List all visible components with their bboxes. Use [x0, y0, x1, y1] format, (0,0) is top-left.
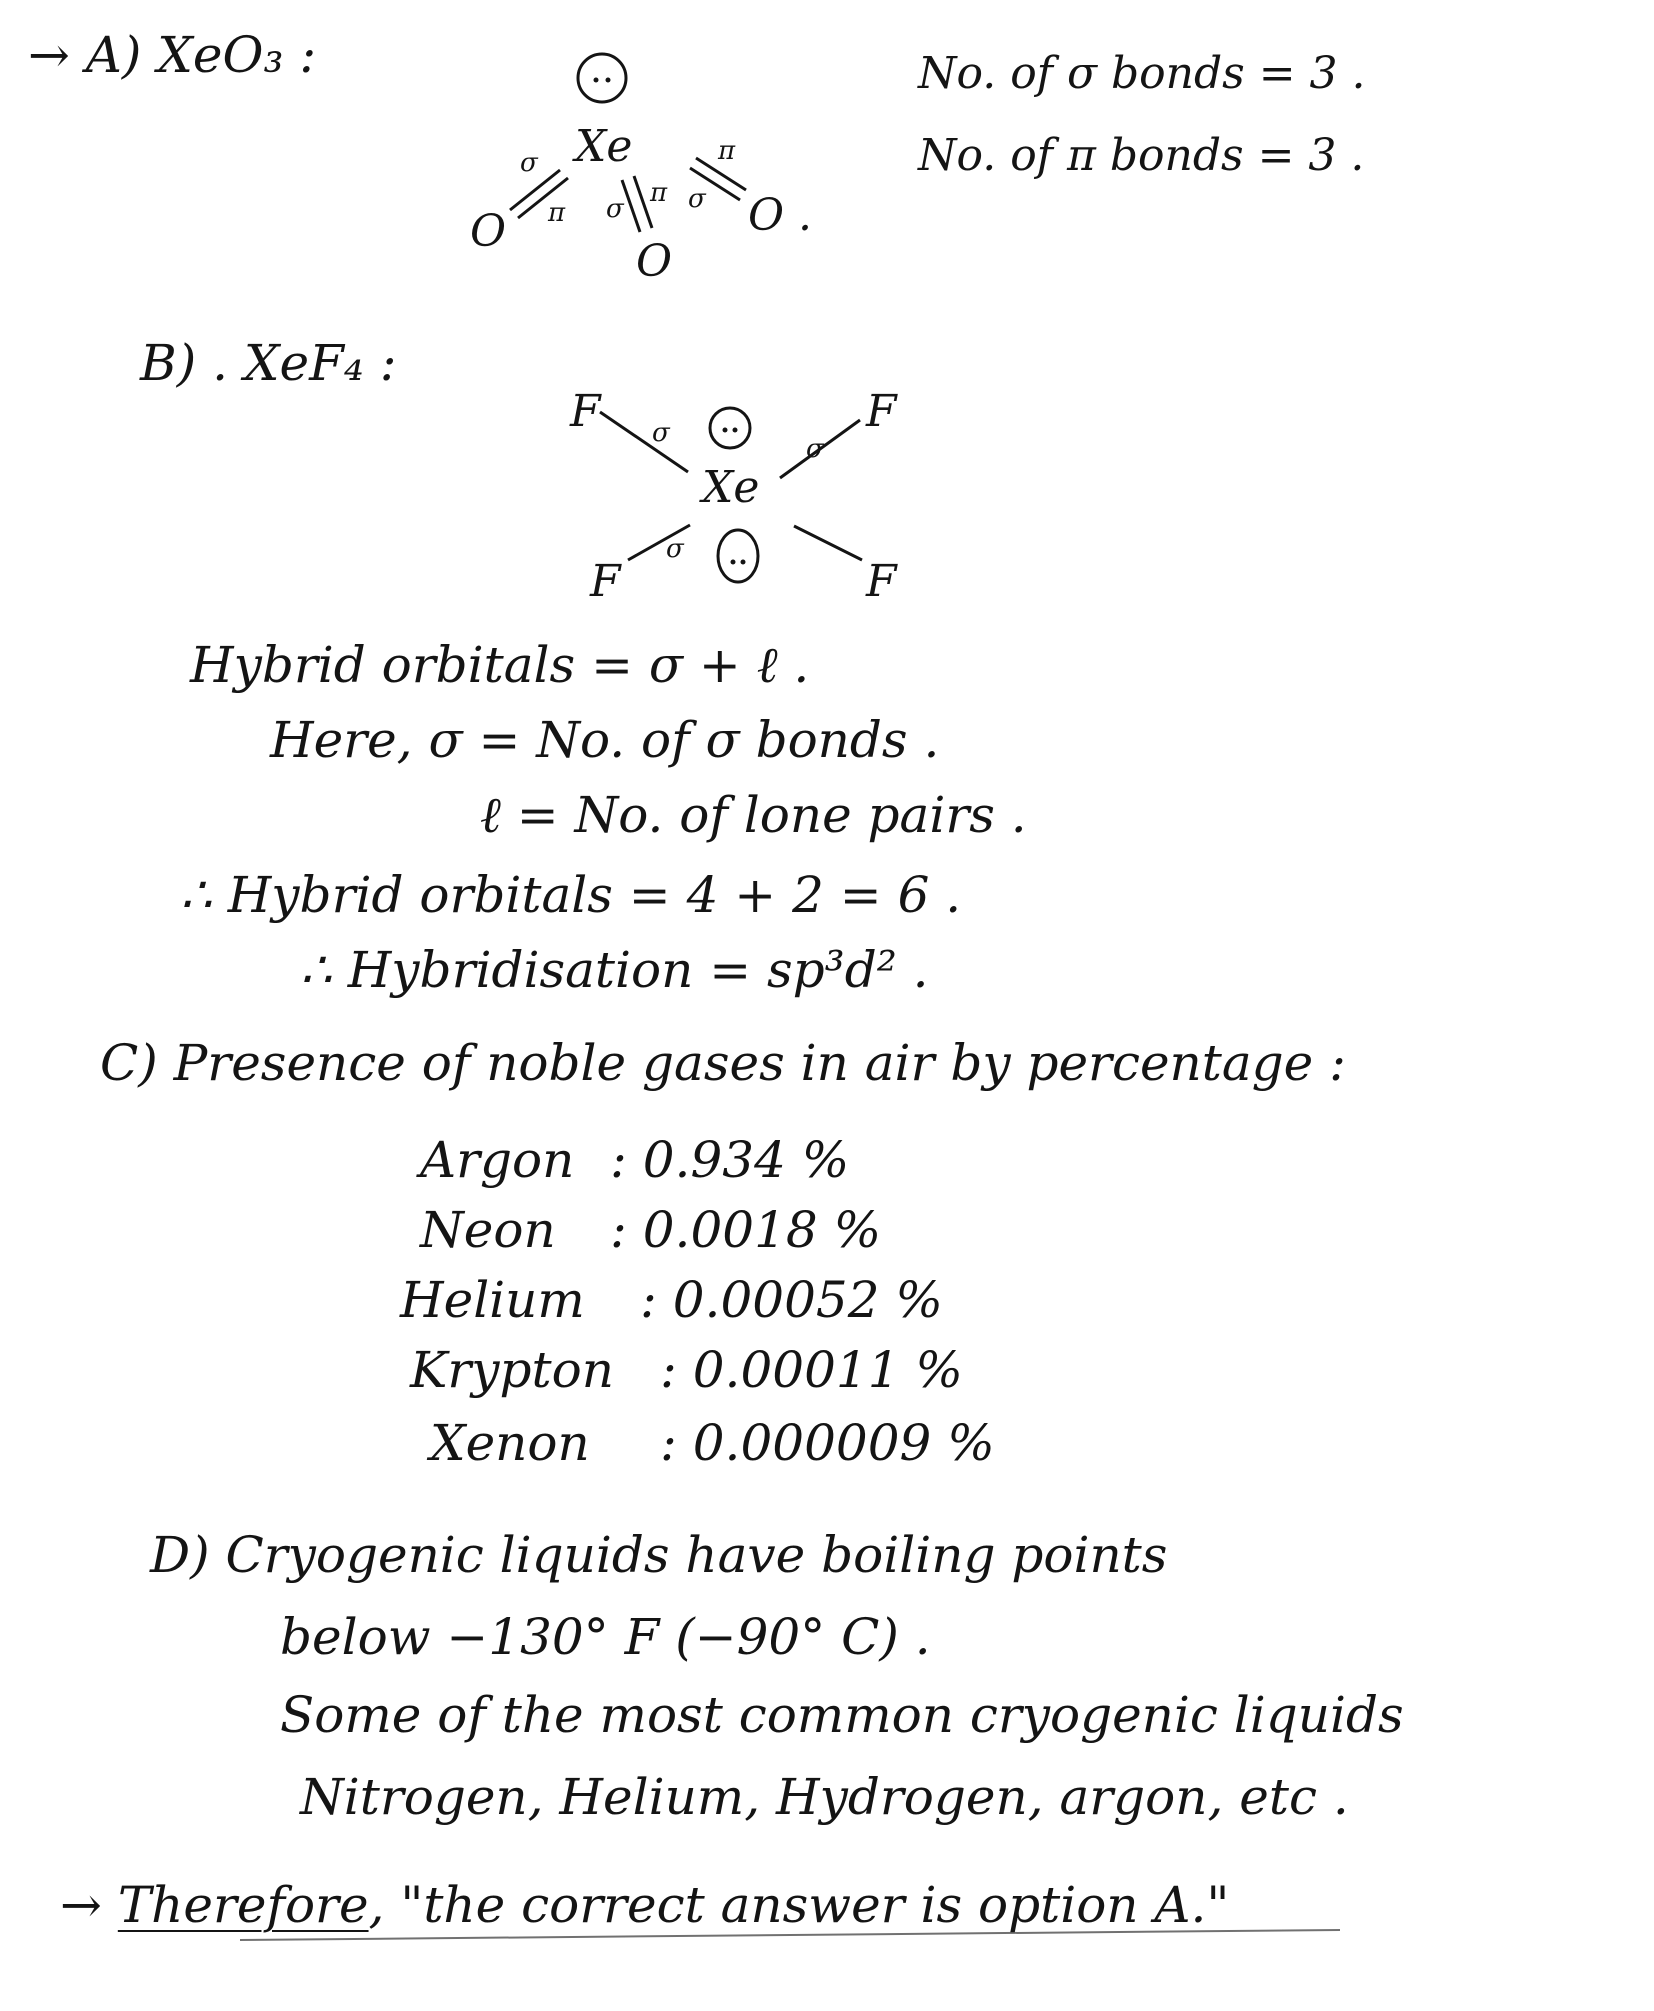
xeo3-xe-atom: Xe: [575, 121, 633, 172]
xef4-f-top-left: F: [570, 386, 601, 437]
xef4-xe-atom: Xe: [702, 462, 760, 513]
xef4-bond-bottom-right: [794, 526, 862, 560]
section-c-header: C) Presence of noble gases in air by percentage :: [100, 1034, 1346, 1092]
xef4-sigma-top-left: σ: [652, 418, 670, 448]
xef4-sigma-bottom-left: σ: [666, 534, 684, 564]
xeo3-sigma-count: No. of σ bonds = 3 .: [918, 48, 1366, 99]
xeo3-o-bottom: O: [636, 236, 673, 287]
section-a-header: → A) XeO₃ :: [28, 26, 317, 84]
here-l-definition: ℓ = No. of lone pairs .: [480, 786, 1027, 844]
xef4-f-bottom-right: F: [866, 556, 897, 607]
xef4-lone-pair-top: [710, 408, 750, 448]
xef4-bond-top-left: [600, 412, 688, 472]
gas-krypton-name: Krypton: [410, 1341, 614, 1399]
xef4-lone-pair-bottom: [718, 530, 758, 582]
gas-neon-name: Neon: [420, 1201, 556, 1259]
hybridisation-result: ∴ Hybridisation = sp³d² .: [300, 941, 929, 999]
conclusion-arrow: →: [60, 1876, 102, 1934]
gas-neon-value: : 0.0018 %: [610, 1201, 882, 1259]
here-sigma-definition: Here, σ = No. of σ bonds .: [270, 711, 940, 769]
section-b-header: B) . XeF₄ :: [140, 334, 397, 392]
conclusion-therefore: Therefore: [117, 1876, 369, 1934]
gas-xenon-name: Xenon: [430, 1414, 590, 1472]
xeo3-o-left: O: [470, 206, 507, 257]
cryogenic-line-4: Nitrogen, Helium, Hydrogen, argon, etc .: [300, 1768, 1349, 1826]
cryogenic-line-3: Some of the most common cryogenic liquids: [280, 1686, 1404, 1744]
gas-krypton-value: : 0.00011 %: [660, 1341, 963, 1399]
cryogenic-line-1: D) Cryogenic liquids have boiling points: [150, 1526, 1168, 1584]
gas-xenon-value: : 0.000009 %: [660, 1414, 995, 1472]
xeo3-pi-bottom: π: [650, 178, 668, 208]
hybrid-formula: Hybrid orbitals = σ + ℓ .: [190, 636, 810, 694]
xeo3-pi-right: π: [718, 136, 736, 166]
xef4-f-bottom-left: F: [590, 556, 621, 607]
xeo3-lone-pair: [578, 54, 626, 102]
gas-helium-name: Helium: [400, 1271, 585, 1329]
conclusion-answer: , "the correct answer is option A.": [368, 1876, 1230, 1934]
xef4-sigma-top-right: σ: [806, 434, 824, 464]
hybrid-orbitals-calc: ∴ Hybrid orbitals = 4 + 2 = 6 .: [180, 866, 962, 924]
gas-argon-value: : 0.934 %: [610, 1131, 850, 1189]
xef4-f-top-right: F: [866, 386, 897, 437]
cryogenic-line-2: below −130° F (−90° C) .: [280, 1608, 931, 1666]
gas-argon-name: Argon: [420, 1131, 575, 1189]
xeo3-sigma-bottom: σ: [606, 194, 624, 224]
xeo3-pi-left: π: [548, 198, 566, 228]
xeo3-o-right: O .: [748, 190, 813, 241]
conclusion-line: [60, 1876, 1230, 1934]
xeo3-sigma-left: σ: [520, 148, 538, 178]
xeo3-pi-count: No. of π bonds = 3 .: [918, 130, 1365, 181]
xeo3-sigma-right: σ: [688, 184, 706, 214]
gas-helium-value: : 0.00052 %: [640, 1271, 943, 1329]
